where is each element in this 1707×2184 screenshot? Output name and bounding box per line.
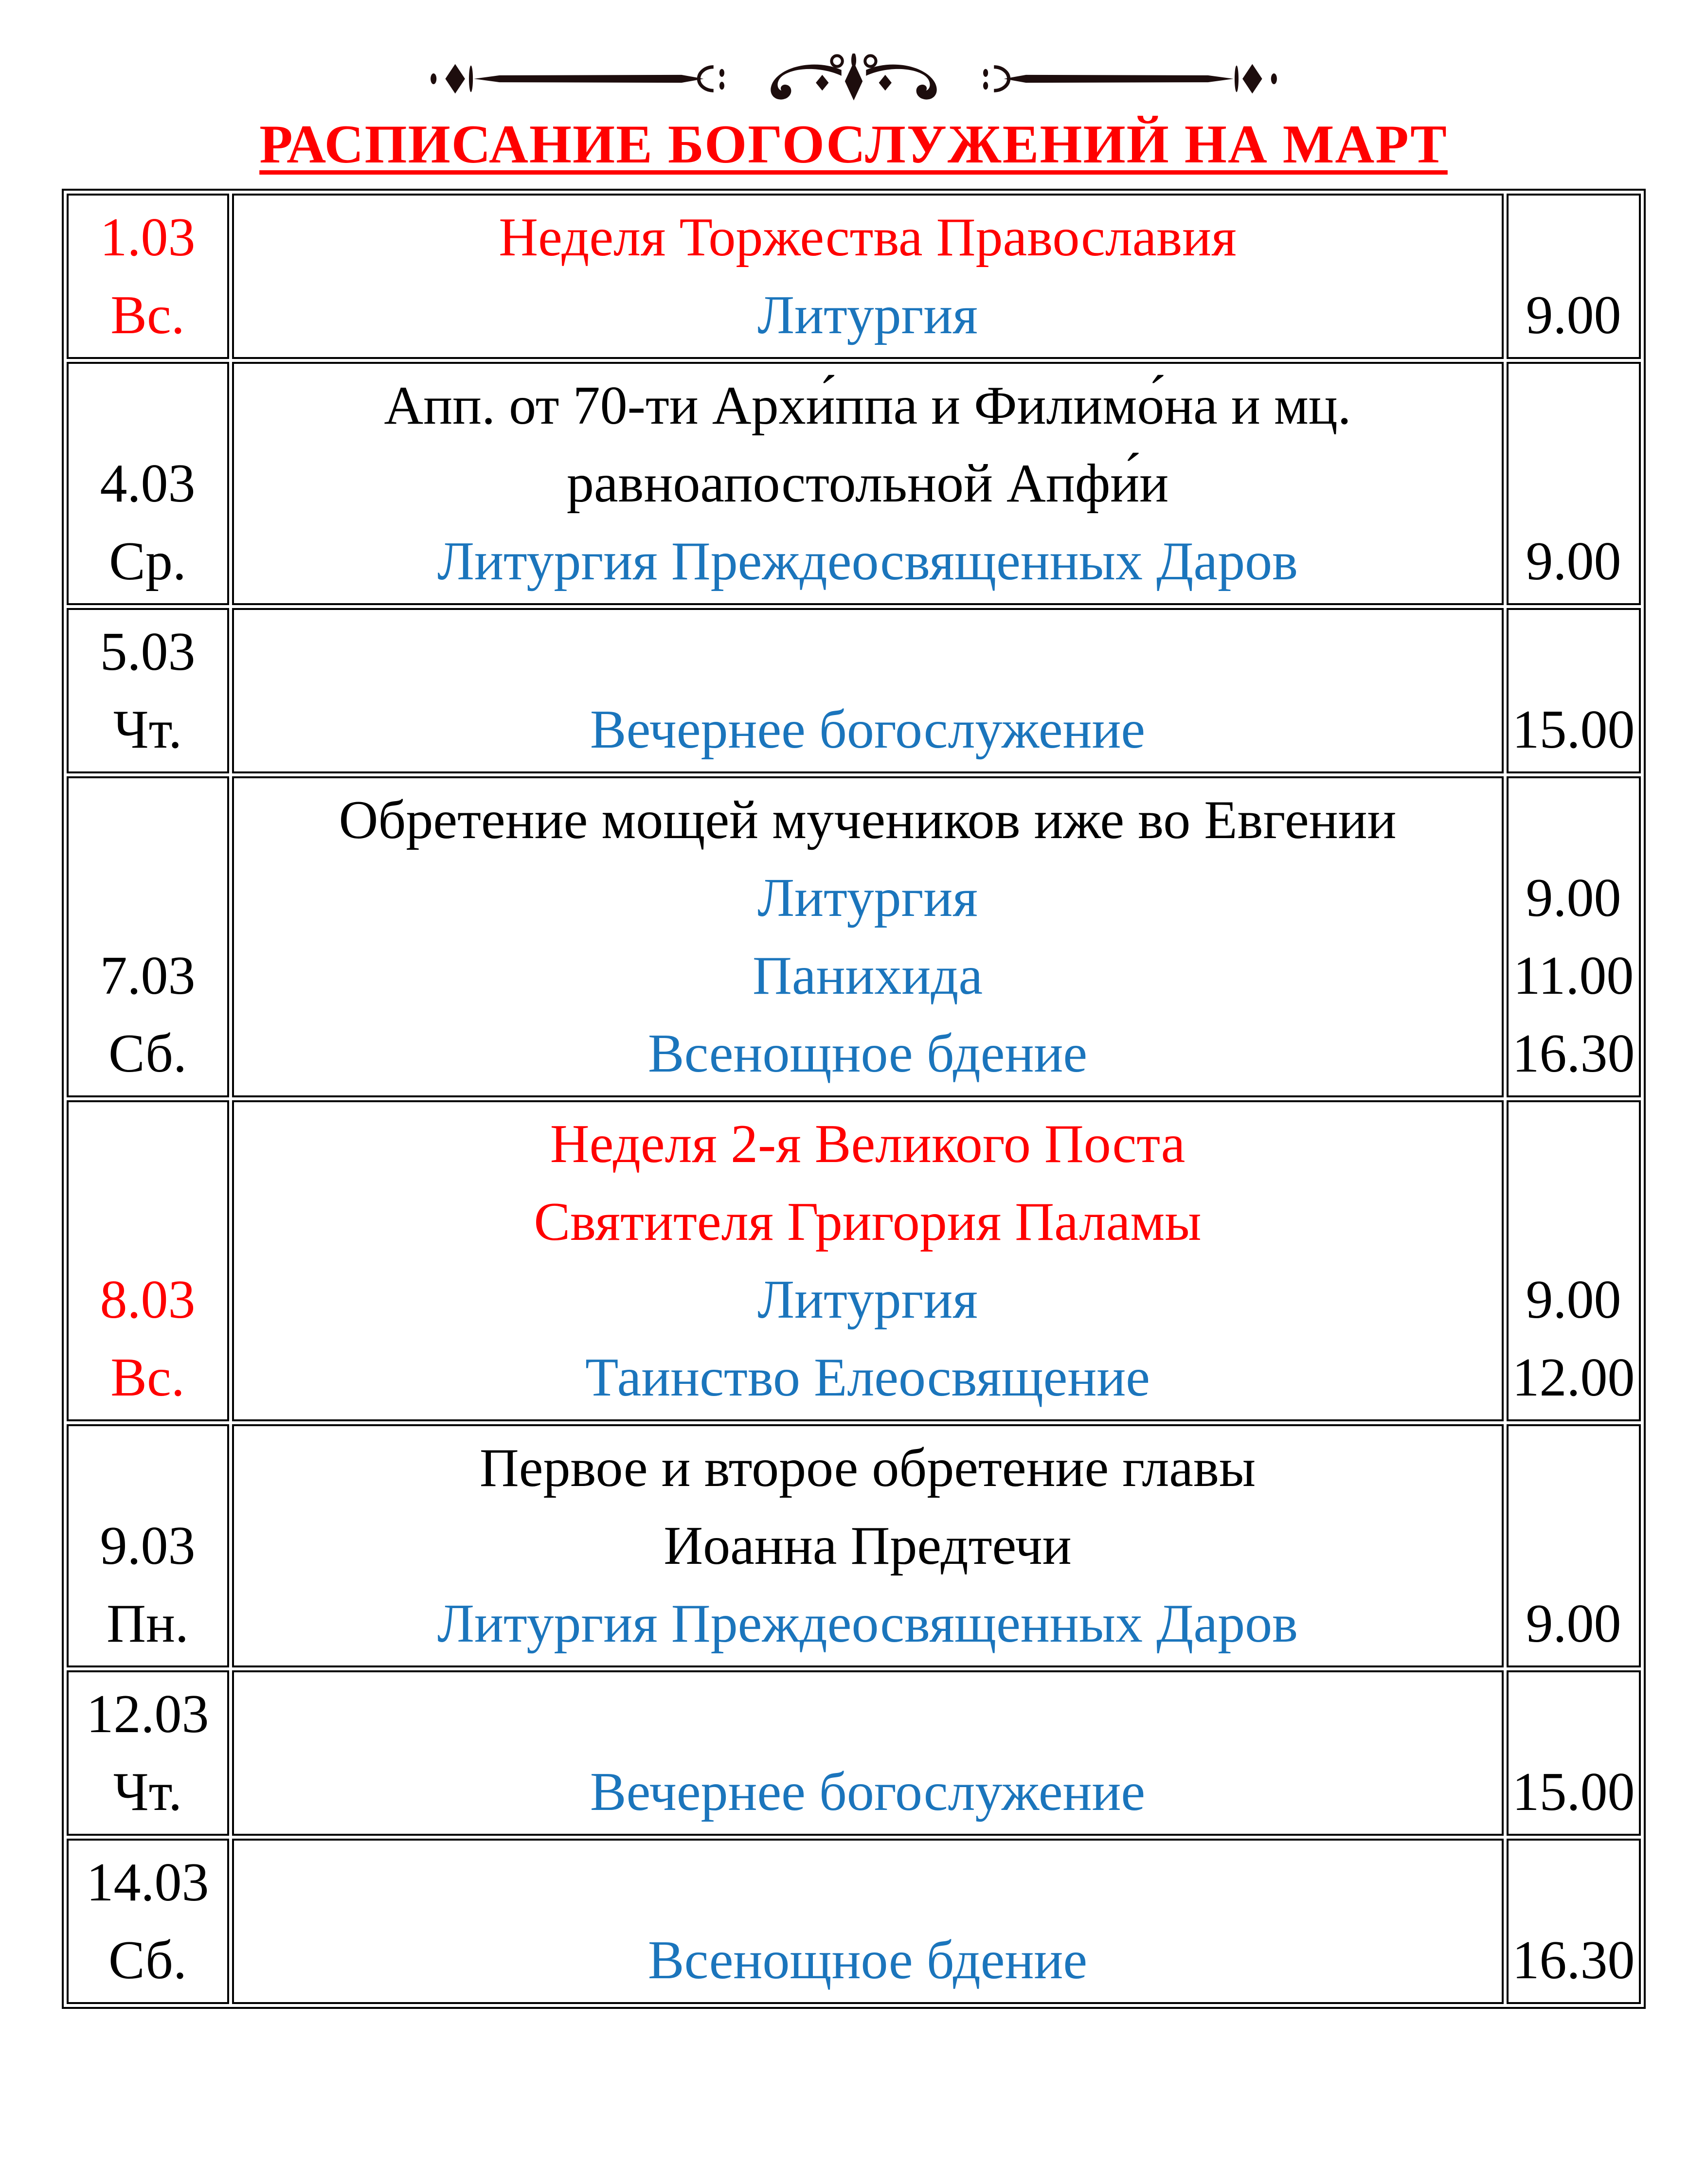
date-cell [67,1839,229,2004]
service-line: Литургия [757,285,978,345]
services-cell [232,194,1504,359]
time-line [1512,1507,1635,1585]
time-cell [1507,1100,1641,1421]
time-label: 16.30 [1512,1930,1635,1990]
feast-line [238,1675,1498,1753]
service-line: Всенощное бдение [647,1930,1088,1990]
day-label: Вс. [110,285,185,345]
day-label: Сб. [108,1930,187,1990]
date-label: 5.03 [100,622,196,682]
schedule-table [62,189,1646,2009]
feast-line [238,613,1498,691]
date-cell [67,362,229,605]
date-cell [67,1424,229,1667]
date-cell [67,776,229,1097]
date-cell [67,608,229,773]
table-row [67,194,1641,359]
table-row [67,1670,1641,1836]
calligraphic-divider-icon [426,54,1282,104]
table-row [67,776,1641,1097]
time-label: 9.00 [1526,1593,1621,1654]
page-title: РАСПИСАНИЕ БОГОСЛУЖЕНИЙ НА МАРТ [259,114,1448,175]
service-line: Панихида [752,946,983,1006]
time-cell [1507,608,1641,773]
service-line: Вечернее богослужение [590,1762,1146,1822]
feast-line: Неделя Торжества Православия [499,207,1237,268]
date-label: 7.03 [100,946,196,1006]
date-line [72,781,223,859]
services-cell [232,776,1504,1097]
time-label: 16.30 [1512,1023,1635,1084]
time-cell [1507,776,1641,1097]
date-cell [67,1100,229,1421]
date-label: 9.03 [100,1516,196,1576]
feast-line: Неделя 2-я Великого Поста [550,1114,1186,1174]
feast-line [238,1844,1498,1921]
time-label: 11.00 [1513,946,1634,1006]
date-cell [67,194,229,359]
time-line [1512,1675,1635,1753]
time-label: 12.00 [1512,1347,1635,1408]
feast-line: Иоанна Предтечи [664,1516,1072,1576]
time-line [1512,198,1635,276]
time-label: 15.00 [1512,699,1635,760]
services-cell [232,1670,1504,1836]
day-label: Чт. [113,1762,182,1822]
day-label: Вс. [110,1347,185,1408]
date-label: 1.03 [100,207,196,268]
services-cell [232,1100,1504,1421]
feast-line: Апп. от 70-ти Архи́ппа и Филимо́на и мц. [384,376,1351,436]
feast-line: Первое и второе обретение главы [479,1438,1256,1498]
date-label: 12.03 [86,1684,209,1744]
services-cell [232,362,1504,605]
service-line: Литургия [757,868,978,928]
date-line [72,1183,223,1261]
time-cell [1507,194,1641,359]
table-row [67,362,1641,605]
services-cell [232,1424,1504,1667]
time-line [1512,781,1635,859]
date-label: 8.03 [100,1270,196,1330]
service-line: Всенощное бдение [647,1023,1088,1084]
feast-line: Святителя Григория Паламы [534,1192,1202,1252]
time-line [1512,613,1635,691]
feast-line: равноапостольной Апфи́и [566,453,1169,514]
time-label: 15.00 [1512,1762,1635,1822]
time-line [1512,445,1635,522]
time-label: 9.00 [1526,868,1621,928]
time-cell [1507,1670,1641,1836]
time-label: 9.00 [1526,1270,1621,1330]
date-line [72,367,223,445]
services-cell [232,1839,1504,2004]
service-line: Литургия Преждеосвященных Даров [437,531,1298,591]
day-label: Ср. [109,531,186,591]
time-cell [1507,1839,1641,2004]
time-line [1512,367,1635,445]
time-cell [1507,362,1641,605]
date-line [72,859,223,937]
time-cell [1507,1424,1641,1667]
time-line [1512,1105,1635,1183]
date-line [72,1105,223,1183]
date-label: 14.03 [86,1852,209,1913]
table-row [67,1100,1641,1421]
service-line: Вечернее богослужение [590,699,1146,760]
time-label: 9.00 [1526,285,1621,345]
time-line [1512,1429,1635,1507]
services-cell [232,608,1504,773]
service-line: Литургия Преждеосвященных Даров [437,1593,1298,1654]
day-label: Чт. [113,699,182,760]
table-row [67,608,1641,773]
table-row [67,1424,1641,1667]
feast-line: Обретение мощей мучеников иже во Евгении [339,790,1397,850]
time-line [1512,1844,1635,1921]
schedule-table-body [67,194,1641,2004]
date-line [72,1429,223,1507]
date-cell [67,1670,229,1836]
date-label: 4.03 [100,453,196,514]
table-row [67,1839,1641,2004]
time-label: 9.00 [1526,531,1621,591]
day-label: Пн. [107,1593,189,1654]
service-line: Таинство Елеосвящение [585,1347,1150,1408]
service-line: Литургия [757,1270,978,1330]
day-label: Сб. [108,1023,187,1084]
ornamental-divider [0,54,1707,107]
time-line [1512,1183,1635,1261]
